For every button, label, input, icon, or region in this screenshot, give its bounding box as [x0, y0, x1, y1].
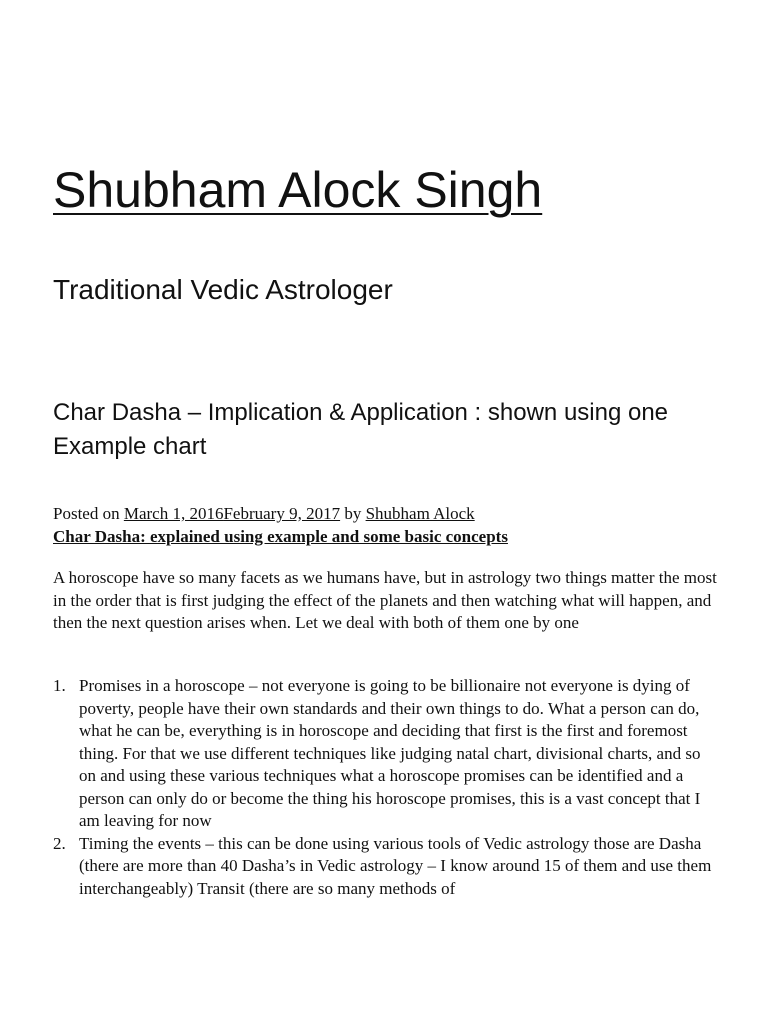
list-item-number: 2. — [53, 833, 66, 853]
by-label: by — [344, 504, 362, 523]
list-item-text: Timing the events – this can be done using various tools of Vedic astrology those are Dasha (there are more than 40 Dasha’s in Vedic astrology – I know around 15 of them and use them interchangeably) Transit (there are so many methods of — [79, 833, 712, 898]
posted-on-label: Posted on — [53, 504, 120, 523]
list-item — [53, 675, 721, 833]
post-subheading — [53, 526, 508, 548]
subheading-link[interactable]: Char Dasha: explained using example and some basic concepts — [53, 527, 508, 546]
post-date-link[interactable] — [124, 504, 340, 523]
site-title-link[interactable]: Shubham Alock Singh — [53, 162, 543, 218]
numbered-list — [53, 675, 721, 900]
published-date: March 1, 2016 — [123, 504, 224, 523]
post-title: Char Dasha – Implication & Application : shown using one Example chart — [53, 399, 669, 460]
post-meta — [53, 503, 723, 525]
updated-date: February 9, 2017 — [223, 504, 341, 523]
author-link[interactable]: Shubham Alock — [365, 504, 475, 523]
list-item-number: 1. — [53, 676, 66, 695]
list-item-text: Promises in a horoscope – not everyone is going to be billionaire not everyone is dying of poverty, people have their own standards and their own things to do. What a person can do, what he can be, everything is in horoscope and deciding that first is the first and foremost thing. For that we use different techniques like judging natal chart, divisional charts, and so on and using these various techniques what a horoscope promises can be identified and a person can only do or become the thing his horoscope promises, this is a vast concept that I am leaving for now — [79, 676, 701, 830]
list-item — [53, 833, 721, 901]
intro-paragraph: A horoscope have so many facets as we humans have, but in astrology two things matter the most in the order that is first judging the effect of the planets and then watching what will happen, and then the next question arises when. Let we deal with both of them one by one — [53, 568, 717, 632]
site-description: Traditional Vedic Astrologer — [53, 274, 393, 305]
